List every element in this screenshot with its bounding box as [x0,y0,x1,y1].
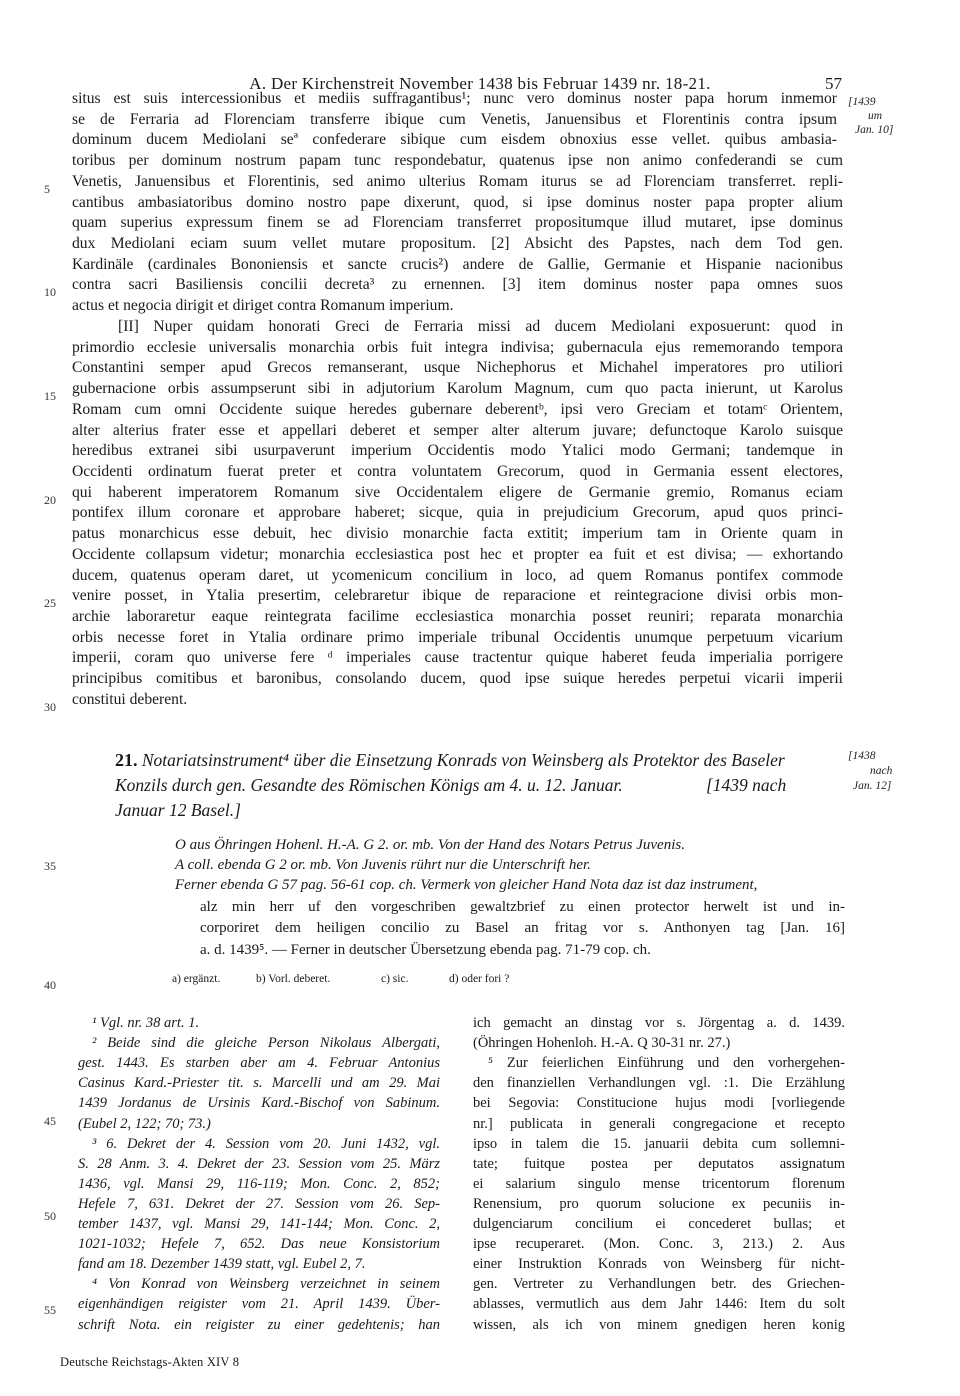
main-text-line: Occidente collapsum videtur; monarchia ecclesiastica post hec et propter ea fuit et est divisa; — exhortando [72,545,843,563]
main-text-line: Venetis, Januensibus et Florentinis, sed animo ulterius Romam iturus se ad Florenciam transferret. repli- [72,172,843,190]
doc21-heading-line1 [115,749,785,771]
main-text-line: patus monarchicus esse debuit, hec divisio monarchie facta extitit; imperium tam in Oriente quam in [72,525,843,543]
apparatus-c: c) sic. [381,973,409,985]
footnote-right-line: Renensium, pro quorum solucione ex pecuniis in- [473,1195,845,1212]
main-text-line: [II] Nuper quidam honorati Greci de Ferraria missi ad ducem Mediolani exposuerunt: quod in [118,317,843,335]
running-title: A. Der Kirchenstreit November 1438 bis Februar 1439 nr. 18-21. [249,74,711,93]
main-text-line: Kardinäle (cardinales Bononiensis et sancte crucis²) andere de Gallie, Germanie et Hispanie nacionibus [72,255,843,273]
footnote-right-line: ich gemacht an dinstag vor s. Jörgentag a. d. 1439. [473,1015,845,1031]
line-number: 10 [44,285,56,299]
main-text-line: actus et negocia dirigit et diriget contra Romanum imperium. [72,297,454,315]
line-number: 45 [44,1114,56,1128]
doc21-heading-text1: Notariatsinstrument⁴ über die Einsetzung Konrads von Weinsberg als Protektor des Baseler [141,750,785,770]
footnote-left-line: ⁴ Von Konrad von Weinsberg verzeichnet in seinem [92,1276,440,1293]
source-note-line: corporiret dem heiligen concilio zu Basel an fritag vor s. Anthonyen tag [Jan. 16] [200,920,845,936]
page-number: 57 [825,74,842,93]
footnote-left-line: Casinus Kard.-Priester tit. s. Marcelli und am 29. Mai [78,1075,440,1092]
footnote-left-line: schrift Nota. ein reigister zu einer gedehtenis; han [78,1316,440,1333]
main-text-line: quam superius expressum finem se ad Florenciam transferret propositumque illud mutaret, ipse dominus [72,214,843,232]
source-note-line: a. d. 1439⁵. — Ferner in deutscher Übersetzung ebenda pag. 71-79 cop. ch. [200,942,651,958]
footnote-left-line: 1439 Jordanus de Ursinis Kard.-Bischof von Sabinum. [78,1095,440,1112]
line-number: 25 [44,596,56,610]
main-text-line: Constantini semper apud Grecos remanserant, usque Nichephorus et Michahel imperatores pro utiliori [72,359,843,377]
footnote-left-line: fand am 18. Dezember 1439 statt, vgl. Eubel 2, 7. [78,1256,366,1273]
doc21-heading-line2: Konzils durch gen. Gesandte des Römischen Königs am 4. u. 12. Januar. [115,775,623,795]
doc21-heading-line3: Januar 12 Basel.] [115,800,241,820]
main-text-line: constitui deberent. [72,690,188,708]
main-text-line: Occidenti ordinatum fuerat preter et contra voluntatem Grecorum, quod in Germania essent electores, [72,462,843,480]
line-number: 30 [44,700,56,714]
footnote-right-line: ⁵ Zur feierlichen Einführung und den vorhergehen- [488,1055,845,1072]
footnote-right-line: ei salarium singulo mense tricentorum florenum [473,1175,845,1192]
main-text-line: se de Ferraria ad Florenciam transferre ibique cum Venetis, Januensibus et Florentinis contra ipsum [72,110,837,128]
footnote-left-line: (Eubel 2, 122; 70; 73.) [78,1115,211,1132]
source-note-line: A coll. ebenda G 2 or. mb. Von Juvenis rührt nur die Unterschrift her. [175,857,591,873]
footnote-right-line: nr.] publicata in generali congregacione et recepto [473,1115,845,1132]
margin-date-top-1: [1439 [848,96,876,108]
main-text-line: situs est suis intercessionibus et mediis suffragantibus¹; nunc vero dominus noster papa horum inmemor [72,90,837,107]
main-text-line: toribus per dominum nostrum papam tunc respondebatur, quatenus ipse non animo confederandi se cum [72,152,843,170]
footnote-left-line: tember 1437, vgl. Mansi 29, 141-144; Mon. Conc. 2, [78,1216,440,1232]
footnote-left-line: ¹ Vgl. nr. 38 art. 1. [92,1015,200,1031]
doc21-number: 21. [115,750,138,770]
line-number: 55 [44,1303,56,1317]
line-number: 40 [44,978,56,992]
footnote-right-line: einer Instruktion Konrads von Weinsberg für nicht- [473,1256,845,1273]
footnote-right-line: (Öhringen Hohenloh. H.-A. Q 30-31 nr. 27.) [473,1035,731,1052]
margin-date-top-3: Jan. 10] [855,124,894,136]
footnote-right-line: den finanziellen Verhandlungen vgl. :1. Die Erzählung [473,1075,845,1092]
apparatus-d: d) oder fori ? [449,973,510,985]
main-text-line: principibus comitibus et baronibus, consolando ducem, quod ipse suique heredes perpetui vicarii imperii [72,670,843,688]
main-text-line: alter alterius frater esse et appellari deberet et semper alter alterum juvare; defunctoque Karolo suisque [72,421,843,439]
footnote-left-line: ² Beide sind die gleiche Person Nikolaus Albergati, [92,1035,440,1052]
apparatus-a: a) ergänzt. [172,973,221,985]
line-number: 15 [44,389,56,403]
footnote-right-line: gen. Vertreter zu Verhandlungen betr. des Griechen- [473,1276,845,1293]
main-text-line: ducem, quatenus operam daret, ut ycomenicum concilium in loco, ad quem Romanus pontifex commode [72,566,843,584]
doc21-margin-date-1: [1438 [848,750,876,762]
footnote-right-line: ipse recuperaret. (Mon. Conc. 3, 213.) 2. Aus [473,1236,845,1253]
doc21-heading-line2-right: [1439 nach [706,775,787,795]
footnote-right-line: tate; fuitque postea per deputatos assignatum [473,1155,845,1172]
main-text-line: dominum ducem Mediolani seª confederare sibique cum eisdem obnoxius esse vellet. quibus ambasia- [72,131,837,149]
main-text-line: heredibus extranei sibi usurpaverunt imperium Occidentis modo Ytalici modo Germani; tandemque in [72,442,843,460]
main-text-line: gubernacione orbis assumpserunt sibi in adjutorium Karolum Magnum, cum quo pacta inierunt, ut Karolus [72,380,843,398]
apparatus-b: b) Vorl. deberet. [256,973,331,985]
main-text-line: primordio ecclesie universalis monarchia orbis fuit integra indivisa; gubernacula ejus rememorando tempora [72,338,843,356]
main-text-line: Romam cum omni Occidente suique heredes gubernare deberentᵇ, ipsi vero Greciam et totamᶜ Orientem, [72,400,843,418]
source-note-line: O aus Öhringen Hohenl. H.-A. G 2. or. mb. Von der Hand des Notars Petrus Juvenis. [175,837,685,853]
margin-date-top-2: um [868,110,883,122]
footnote-left-line: eigenhändigen reigister vom 21. April 1439. Über- [78,1296,440,1313]
footnote-right-line: ipso in talem die 15. januarii debita cum sollemni- [473,1135,845,1152]
doc21-margin-date-3: Jan. 12] [853,780,892,792]
line-number: 35 [44,859,56,873]
main-text-line: qui haberent imperatorem Romanum sive Occidentalem eligere de Germanie gremio, Romanus eciam [72,483,843,501]
footnote-left-line: Hefele 7, 631. Dekret der 27. Session vom 26. Sep- [78,1195,440,1212]
source-note-line: alz min herr uf den vorgeschriben gewaltzbrief zu einen protector herwelt ist und in- [200,899,845,915]
footnote-left-line: 1021-1032; Hefele 7, 652. Das neue Konsistorium [78,1236,440,1253]
footnote-right-line: ablasses, vermutlich aus dem Jahr 1446: Item du solt [473,1296,845,1313]
main-text-line: dux Mediolani eciam suum vellet mutare propositum. [2] Absicht des Papstes, nach dem Tod gen. [72,235,843,253]
footer-series: Deutsche Reichstags-Akten XIV 8 [60,1355,240,1369]
main-text-line: archie laboraretur eaque reintegrata facilime ecclesiastica monarchia posset reuniri; reparata monarchia [72,608,843,625]
doc21-margin-date-2: nach [870,765,893,777]
source-note-line: Ferner ebenda G 57 pag. 56-61 cop. ch. Vermerk von gleicher Hand Nota daz ist daz instrument, [175,877,758,893]
footnote-left-line: gest. 1443. Es starben aber am 4. Februar Antonius [78,1055,440,1072]
main-text-line: imperii, coram quo universe fere ᵈ imperiales cause tractentur quique haberet feuda imperialia porrigere [72,649,843,667]
footnote-left-line: 1436, vgl. Mansi 29, 116-119; Mon. Conc. 2, 852; [78,1175,440,1192]
main-text-line: cantibus ambasiatoribus domino nostro pape dixerunt, quod, si ipse dominus noster papa propter alium [72,193,843,211]
main-text-line: venire posset, in Ytalia presertim, celebraretur ibique de reparacione et reintegracione divisi orbis mon- [72,587,843,605]
line-number: 50 [44,1209,56,1223]
footnote-right-line: bei Segovia: Constitucione hujus modi [vorliegende [473,1095,845,1112]
main-text-line: contra sacri Basiliensis concilii decreta³ zu ernennen. [3] item dominus noster papa omnes suos [72,276,843,294]
line-number: 20 [44,493,56,507]
footnote-right-line: wissen, als ich von minem gnedigen heren konig [473,1316,845,1333]
main-text-line: pontifex illum coronare et approbare haberet; sicque, quia in prejudicium Grecorum, apud quos princi- [72,504,843,522]
footnote-left-line: ³ 6. Dekret der 4. Session vom 20. Juni 1432, vgl. [92,1135,440,1152]
footnote-right-line: dulgenciarum concilium ei concederet bullas; et [473,1216,845,1232]
line-number: 5 [44,182,50,196]
main-text-line: orbis necesse foret in Ytalia ordinare primo imperiale tribunal Occidentis unumque perpetuum vicarium [72,628,843,646]
footnote-left-line: S. 28 Anm. 3. 4. Dekret der 23. Session vom 25. März [78,1155,440,1172]
